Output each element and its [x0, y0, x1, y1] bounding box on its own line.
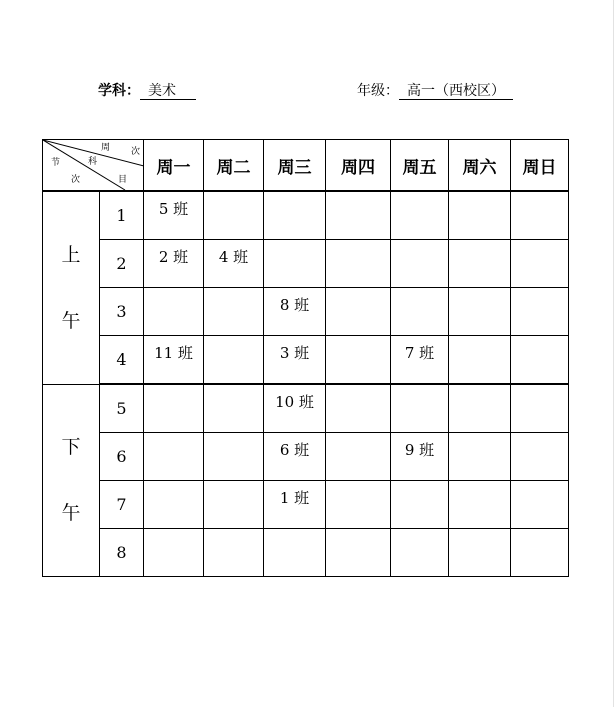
schedule-cell: 3 班 [264, 336, 326, 385]
table-row [43, 288, 569, 336]
schedule-cell [511, 433, 569, 481]
schedule-cell [326, 384, 391, 433]
schedule-cell [204, 288, 264, 336]
schedule-cell [511, 529, 569, 577]
grade-label: 年级： [357, 83, 399, 99]
schedule-cell [144, 481, 204, 529]
corner-label-left: 节 [51, 158, 61, 168]
subject-field [98, 80, 196, 100]
schedule-cell [204, 336, 264, 385]
schedule-cell [391, 529, 449, 577]
period-number: 7 [100, 481, 144, 529]
table-row [43, 481, 569, 529]
schedule-cell [391, 288, 449, 336]
corner-label-bottom-right: 目 [118, 175, 128, 185]
table-header-row [43, 140, 569, 192]
subject-value: 美术 [140, 83, 196, 100]
schedule-cell [144, 384, 204, 433]
period-number: 5 [100, 384, 144, 433]
table-row [43, 240, 569, 288]
period-number: 2 [100, 240, 144, 288]
afternoon-label-char: 下 [61, 436, 81, 459]
day-header-sat: 周六 [449, 140, 511, 192]
schedule-cell [449, 384, 511, 433]
schedule-cell [511, 336, 569, 385]
schedule-cell: 5 班 [144, 191, 204, 240]
schedule-cell [449, 481, 511, 529]
schedule-cell [511, 191, 569, 240]
schedule-cell: 9 班 [391, 433, 449, 481]
day-header-fri: 周五 [391, 140, 449, 192]
schedule-cell [391, 191, 449, 240]
schedule-cell [326, 336, 391, 385]
day-header-tue: 周二 [204, 140, 264, 192]
table-row [43, 433, 569, 481]
schedule-cell: 4 班 [204, 240, 264, 288]
schedule-cell [511, 288, 569, 336]
schedule-cell: 11 班 [144, 336, 204, 385]
schedule-cell [449, 191, 511, 240]
table-row [43, 191, 569, 240]
schedule-cell [391, 240, 449, 288]
schedule-cell [391, 384, 449, 433]
schedule-cell [326, 433, 391, 481]
day-header-wed: 周三 [264, 140, 326, 192]
morning-label-char: 午 [61, 309, 81, 332]
schedule-cell: 10 班 [264, 384, 326, 433]
day-header-mon: 周一 [144, 140, 204, 192]
corner-label-top: 周 [101, 143, 111, 153]
afternoon-label [43, 384, 100, 577]
schedule-cell [204, 191, 264, 240]
schedule-cell [511, 240, 569, 288]
schedule-cell [326, 529, 391, 577]
morning-label-char: 上 [61, 243, 81, 266]
schedule-cell: 8 班 [264, 288, 326, 336]
day-header-thu: 周四 [326, 140, 391, 192]
period-number: 8 [100, 529, 144, 577]
table-row [43, 384, 569, 433]
schedule-cell [204, 433, 264, 481]
table-row [43, 529, 569, 577]
corner-label-bottom-left: 次 [71, 175, 81, 185]
day-header-sun: 周日 [511, 140, 569, 192]
subject-label: 学科： [98, 83, 140, 99]
schedule-cell [204, 384, 264, 433]
schedule-cell [144, 288, 204, 336]
schedule-cell: 6 班 [264, 433, 326, 481]
afternoon-label-char: 午 [61, 502, 81, 525]
schedule-cell: 1 班 [264, 481, 326, 529]
schedule-cell [449, 288, 511, 336]
schedule-table [42, 139, 569, 577]
period-number: 1 [100, 191, 144, 240]
period-number: 3 [100, 288, 144, 336]
schedule-cell: 7 班 [391, 336, 449, 385]
schedule-cell [449, 433, 511, 481]
schedule-cell [204, 529, 264, 577]
schedule-cell [326, 240, 391, 288]
schedule-cell [326, 191, 391, 240]
schedule-cell [264, 240, 326, 288]
corner-label-top-right: 次 [131, 147, 141, 157]
table-row [43, 336, 569, 385]
schedule-cell [449, 240, 511, 288]
period-number: 6 [100, 433, 144, 481]
document-header [0, 80, 614, 104]
schedule-cell [264, 191, 326, 240]
schedule-cell [511, 481, 569, 529]
schedule-cell [449, 529, 511, 577]
corner-label-middle: 科 [88, 157, 98, 167]
schedule-cell [204, 481, 264, 529]
period-number: 4 [100, 336, 144, 385]
schedule-cell [391, 481, 449, 529]
schedule-cell [144, 529, 204, 577]
schedule-cell: 2 班 [144, 240, 204, 288]
schedule-cell [449, 336, 511, 385]
schedule-cell [326, 481, 391, 529]
schedule-cell [511, 384, 569, 433]
schedule-cell [326, 288, 391, 336]
corner-header-cell [43, 140, 144, 192]
schedule-cell [264, 529, 326, 577]
grade-field [357, 80, 513, 100]
morning-label [43, 191, 100, 384]
schedule-cell [144, 433, 204, 481]
grade-value: 高一（西校区） [399, 83, 513, 100]
